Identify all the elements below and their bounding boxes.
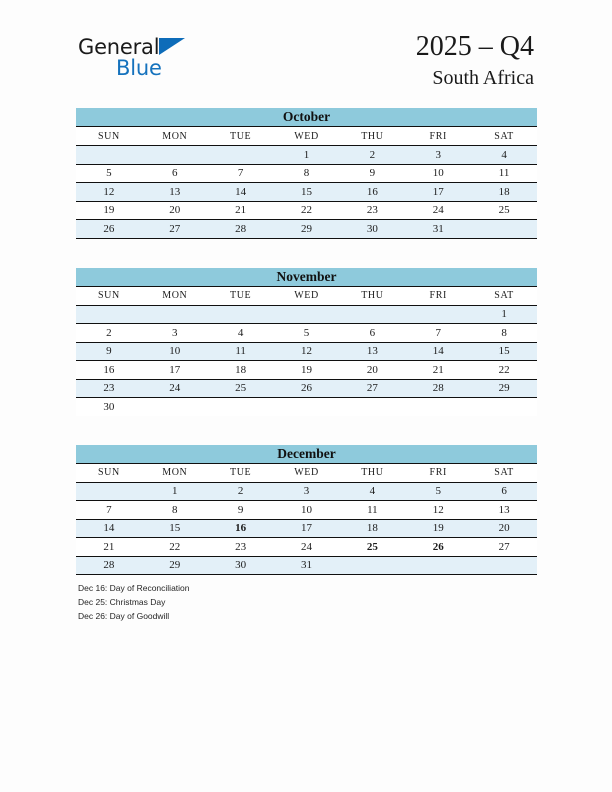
month-block-december xyxy=(76,445,537,576)
day-cell: 11 xyxy=(471,164,537,183)
week-row xyxy=(76,361,537,380)
day-cell-empty xyxy=(471,398,537,416)
holiday-legend xyxy=(78,581,190,624)
day-cell: 10 xyxy=(405,164,471,183)
weekday-header-fri: FRI xyxy=(405,287,471,306)
day-cell: 15 xyxy=(471,342,537,361)
day-cell-holiday: 16 xyxy=(208,519,274,538)
months-container xyxy=(76,108,537,575)
day-cell: 30 xyxy=(208,556,274,575)
day-cell: 31 xyxy=(274,556,340,575)
month-title: November xyxy=(76,268,537,287)
month-block-october xyxy=(76,108,537,239)
day-cell: 16 xyxy=(76,361,142,380)
day-cell: 29 xyxy=(274,220,340,239)
day-cell: 26 xyxy=(274,379,340,398)
day-cell: 5 xyxy=(76,164,142,183)
day-cell: 14 xyxy=(208,183,274,202)
day-cell: 12 xyxy=(76,183,142,202)
day-cell: 29 xyxy=(471,379,537,398)
day-cell: 24 xyxy=(405,201,471,220)
day-cell: 18 xyxy=(471,183,537,202)
day-cell: 30 xyxy=(76,398,142,416)
day-cell: 17 xyxy=(142,361,208,380)
day-cell-empty xyxy=(76,305,142,324)
week-row xyxy=(76,220,537,239)
weekday-header-sun: SUN xyxy=(76,464,142,483)
day-cell: 23 xyxy=(208,538,274,557)
weekday-header-thu: THU xyxy=(339,287,405,306)
day-cell: 17 xyxy=(405,183,471,202)
day-cell: 1 xyxy=(274,146,340,165)
day-cell: 21 xyxy=(76,538,142,557)
day-cell: 23 xyxy=(76,379,142,398)
day-cell: 15 xyxy=(142,519,208,538)
day-cell: 14 xyxy=(76,519,142,538)
day-cell: 2 xyxy=(76,324,142,343)
weekday-header-thu: THU xyxy=(339,464,405,483)
day-cell: 29 xyxy=(142,556,208,575)
day-cell: 25 xyxy=(471,201,537,220)
day-cell: 8 xyxy=(471,324,537,343)
weekday-header-mon: MON xyxy=(142,127,208,146)
page-header xyxy=(0,0,612,100)
week-row xyxy=(76,146,537,165)
day-cell: 25 xyxy=(208,379,274,398)
day-cell: 2 xyxy=(339,146,405,165)
day-cell-empty xyxy=(471,220,537,239)
weekday-header-sat: SAT xyxy=(471,464,537,483)
weekday-header-thu: THU xyxy=(339,127,405,146)
day-cell: 24 xyxy=(142,379,208,398)
day-cell: 1 xyxy=(142,482,208,501)
day-cell: 8 xyxy=(274,164,340,183)
week-row xyxy=(76,501,537,520)
day-cell: 7 xyxy=(76,501,142,520)
day-cell: 11 xyxy=(208,342,274,361)
legend-item: Dec 26: Day of Goodwill xyxy=(78,611,170,622)
page-title: 2025 – Q4 xyxy=(415,31,534,62)
day-cell-empty xyxy=(76,146,142,165)
weekday-header-fri: FRI xyxy=(405,464,471,483)
weekday-header-tue: TUE xyxy=(208,287,274,306)
day-cell: 12 xyxy=(274,342,340,361)
day-cell: 10 xyxy=(274,501,340,520)
day-cell: 10 xyxy=(142,342,208,361)
month-block-november xyxy=(76,268,537,416)
day-cell: 28 xyxy=(76,556,142,575)
day-cell: 3 xyxy=(142,324,208,343)
day-cell: 20 xyxy=(471,519,537,538)
day-cell: 2 xyxy=(208,482,274,501)
week-row xyxy=(76,183,537,202)
day-cell: 9 xyxy=(76,342,142,361)
day-cell: 21 xyxy=(405,361,471,380)
day-cell: 26 xyxy=(76,220,142,239)
week-row xyxy=(76,324,537,343)
day-cell: 6 xyxy=(339,324,405,343)
day-cell: 9 xyxy=(339,164,405,183)
day-cell: 14 xyxy=(405,342,471,361)
day-cell: 12 xyxy=(405,501,471,520)
week-row xyxy=(76,201,537,220)
weekday-header-sat: SAT xyxy=(471,287,537,306)
day-cell: 31 xyxy=(405,220,471,239)
day-cell: 5 xyxy=(274,324,340,343)
week-row xyxy=(76,398,537,416)
day-cell: 3 xyxy=(274,482,340,501)
day-cell: 9 xyxy=(208,501,274,520)
page-subtitle: South Africa xyxy=(432,67,534,89)
weekday-header-wed: WED xyxy=(274,127,340,146)
legend-item: Dec 16: Day of Reconciliation xyxy=(78,583,190,593)
day-cell: 17 xyxy=(274,519,340,538)
day-cell-empty xyxy=(208,398,274,416)
day-cell: 6 xyxy=(471,482,537,501)
calendar-table xyxy=(76,287,537,416)
day-cell-empty xyxy=(274,398,340,416)
day-cell: 28 xyxy=(405,379,471,398)
day-cell: 22 xyxy=(471,361,537,380)
logo-top-row xyxy=(78,36,185,58)
day-cell: 23 xyxy=(339,201,405,220)
weekday-header-row xyxy=(76,464,537,483)
day-cell: 3 xyxy=(405,146,471,165)
day-cell-empty xyxy=(339,305,405,324)
day-cell: 4 xyxy=(208,324,274,343)
day-cell-empty xyxy=(339,556,405,575)
day-cell: 27 xyxy=(471,538,537,557)
day-cell: 4 xyxy=(339,482,405,501)
weekday-header-row xyxy=(76,287,537,306)
day-cell: 30 xyxy=(339,220,405,239)
day-cell: 20 xyxy=(142,201,208,220)
weekday-header-sun: SUN xyxy=(76,127,142,146)
logo-word-general: General xyxy=(78,35,160,59)
day-cell: 22 xyxy=(142,538,208,557)
day-cell-empty xyxy=(142,305,208,324)
legend-item: Dec 25: Christmas Day xyxy=(78,597,166,608)
day-cell-empty xyxy=(76,482,142,501)
day-cell: 24 xyxy=(274,538,340,557)
day-cell: 27 xyxy=(142,220,208,239)
day-cell-empty xyxy=(405,398,471,416)
day-cell: 6 xyxy=(142,164,208,183)
day-cell: 28 xyxy=(208,220,274,239)
weekday-header-mon: MON xyxy=(142,464,208,483)
day-cell: 21 xyxy=(208,201,274,220)
day-cell-empty xyxy=(339,398,405,416)
day-cell-empty xyxy=(142,146,208,165)
day-cell: 15 xyxy=(274,183,340,202)
triangle-icon xyxy=(159,38,185,55)
weekday-header-sat: SAT xyxy=(471,127,537,146)
day-cell: 13 xyxy=(471,501,537,520)
weekday-header-row xyxy=(76,127,537,146)
day-cell-empty xyxy=(208,146,274,165)
week-row xyxy=(76,556,537,575)
weekday-header-tue: TUE xyxy=(208,464,274,483)
general-blue-logo xyxy=(78,36,278,88)
calendar-table xyxy=(76,464,537,576)
title-block xyxy=(416,30,534,91)
weekday-header-tue: TUE xyxy=(208,127,274,146)
day-cell: 13 xyxy=(339,342,405,361)
day-cell: 11 xyxy=(339,501,405,520)
week-row xyxy=(76,379,537,398)
day-cell: 5 xyxy=(405,482,471,501)
day-cell: 7 xyxy=(208,164,274,183)
day-cell: 20 xyxy=(339,361,405,380)
logo-word-blue: Blue xyxy=(116,56,162,80)
week-row xyxy=(76,519,537,538)
day-cell: 7 xyxy=(405,324,471,343)
week-row xyxy=(76,305,537,324)
day-cell: 19 xyxy=(274,361,340,380)
day-cell: 13 xyxy=(142,183,208,202)
weekday-header-mon: MON xyxy=(142,287,208,306)
day-cell-holiday: 25 xyxy=(339,538,405,557)
day-cell-empty xyxy=(405,305,471,324)
week-row xyxy=(76,482,537,501)
day-cell: 18 xyxy=(339,519,405,538)
week-row xyxy=(76,342,537,361)
month-title: October xyxy=(76,108,537,127)
month-title: December xyxy=(76,445,537,464)
week-row xyxy=(76,538,537,557)
day-cell-empty xyxy=(142,398,208,416)
weekday-header-sun: SUN xyxy=(76,287,142,306)
day-cell: 19 xyxy=(76,201,142,220)
day-cell: 16 xyxy=(339,183,405,202)
day-cell: 22 xyxy=(274,201,340,220)
day-cell: 1 xyxy=(471,305,537,324)
day-cell: 27 xyxy=(339,379,405,398)
week-row xyxy=(76,164,537,183)
day-cell-empty xyxy=(471,556,537,575)
weekday-header-fri: FRI xyxy=(405,127,471,146)
day-cell-empty xyxy=(208,305,274,324)
day-cell-empty xyxy=(405,556,471,575)
day-cell: 19 xyxy=(405,519,471,538)
weekday-header-wed: WED xyxy=(274,287,340,306)
weekday-header-wed: WED xyxy=(274,464,340,483)
day-cell: 4 xyxy=(471,146,537,165)
day-cell: 18 xyxy=(208,361,274,380)
calendar-table xyxy=(76,127,537,239)
day-cell-empty xyxy=(274,305,340,324)
day-cell-holiday: 26 xyxy=(405,538,471,557)
day-cell: 8 xyxy=(142,501,208,520)
